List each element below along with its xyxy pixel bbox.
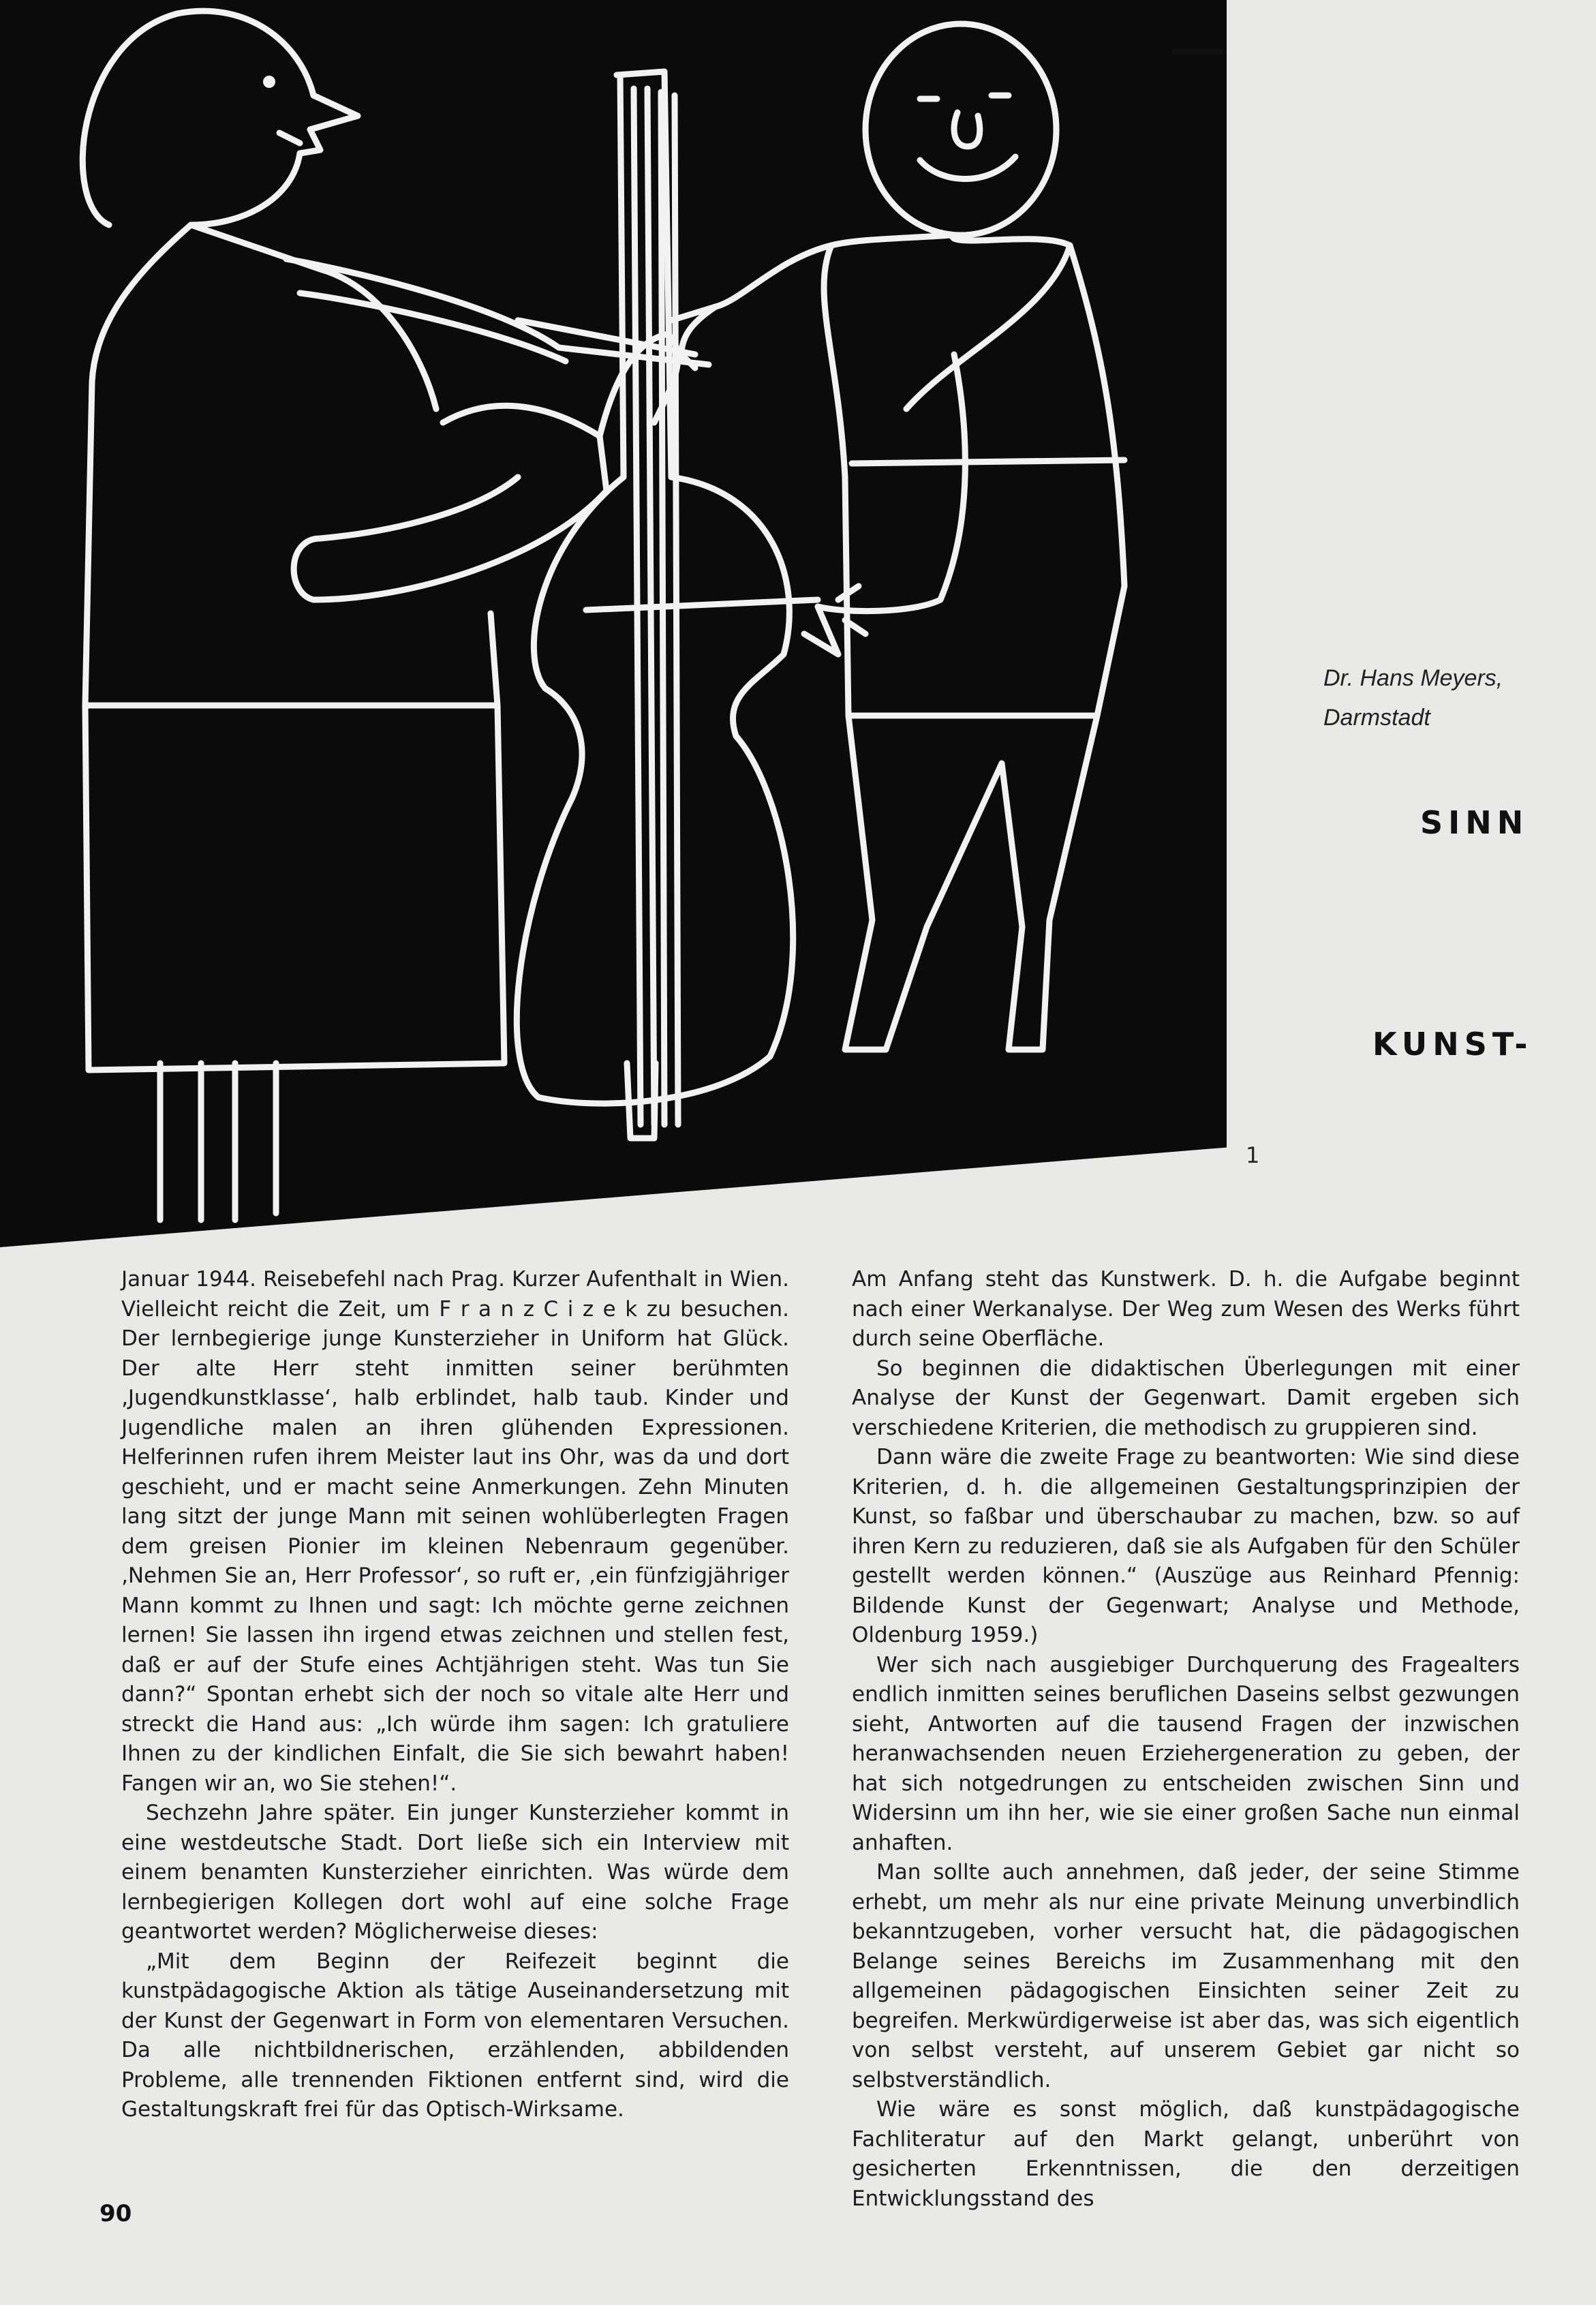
page-number: 90 (99, 2200, 132, 2227)
paragraph: So beginnen die didaktischen Überlegungen mit einer Analyse der Kunst der Gegenwart. Damit ergeben sich verschiedene Kriterien, die methodisch zu gruppieren sind. (852, 1356, 1520, 1440)
paragraph: Wer sich nach ausgiebiger Durchquerung des Fragealters endlich inmitten seines beruflichen Daseins selbst gezwungen sieht, Antworten auf die tausend Fragen der inzwischen heranwachsenden neuen Erziehergeneration zu geben, der hat sich notgedrungen zu entscheiden zwischen Sinn und Widersinn um ihn her, wie sie einer großen Sache nun einmal anhaften. (852, 1652, 1520, 1855)
figure-number: 1 (1246, 1142, 1260, 1168)
bass-player-and-violinist-linocut-icon (0, 0, 1227, 1247)
paragraph: Dann wäre die zweite Frage zu beantworten: Wie sind diese Kriterien, d. h. die allgemeinen Gestaltungsprinzipien der Kunst, so faßbar und überschaubar zu machen, bzw. so auf ihren Kern zu reduzieren, daß sie als Aufgaben für den Schüler gestellt werden können.“ (Auszüge aus Reinhard Pfennig: Bildende Kunst der Gegenwart; Analyse und Methode, Oldenburg 1959.) (852, 1445, 1520, 1647)
paragraph: Am Anfang steht das Kunstwerk. D. h. die Aufgabe beginnt nach einer Werkanalyse. Der Weg zum Wesen des Werks führt durch seine Oberfläche. (852, 1267, 1520, 1351)
linocut-illustration (0, 0, 1227, 1247)
article-title-word-1: SINN (1420, 804, 1529, 841)
text-column-right (852, 1265, 1520, 2214)
author-credit (1323, 658, 1582, 737)
paragraph: Man sollte auch annehmen, daß jeder, der seine Stimme erhebt, um mehr als nur eine private Meinung unverbindlich bekanntzugeben, vorher versucht hat, die pädagogischen Belange seines Bereichs im Zusammenhang mit den allgemeinen pädagogischen Einsichten seiner Zeit zu begreifen. Merkwürdigerweise ist aber das, was sich eigentlich von selbst versteht, auf unserem Gebiet gar nicht so selbstverständlich. (852, 1860, 1520, 2092)
text-column-left (121, 1265, 789, 2125)
paragraph: „Mit dem Beginn der Reifezeit beginnt die kunstpädagogische Aktion als tätige Auseinandersetzung mit der Kunst der Gegenwart in Form von elementaren Versuchen. Da alle nichtbildnerischen, erzählenden, abbildenden Probleme, alle trennenden Fiktionen entfernt sind, wird die Gestaltungskraft frei für das Optisch-Wirksame. (121, 1949, 789, 2122)
paragraph: Sechzehn Jahre später. Ein junger Kunsterzieher kommt in eine westdeutsche Stadt. Dort ließe sich ein Interview mit einem benamten Kunsterzieher einrichten. Was würde dem lernbegierigen Kollegen dort wohl auf eine solche Frage geantwortet werden? Möglicherweise dieses: (121, 1801, 789, 1944)
author-name: Dr. Hans Meyers, (1323, 665, 1503, 691)
paragraph: Januar 1944. Reisebefehl nach Prag. Kurzer Aufenthalt in Wien. Vielleicht reicht die Zeit, um F r a n z C i z e k zu besuchen. Der lernbegierige junge Kunsterzieher in Uniform hat Glück. Der alte Herr steht inmitten seiner berühmten ‚Jugendkunstklasse‘, halb erblindet, halb taub. Kinder und Jugendliche malen an ihren glühenden Expressionen. Helferinnen rufen ihrem Meister laut ins Ohr, was da und dort geschieht, und er macht seine Anmerkungen. Zehn Minuten lang sitzt der junge Mann mit seinen wohlüberlegten Fragen dem greisen Pionier im kleinen Nebenraum gegenüber. ‚Nehmen Sie an, Herr Professor‘, so ruft er, ‚ein fünfzigjähriger Mann kommt zu Ihnen und sagt: Ich möchte gerne zeichnen lernen! Sie lassen ihn irgend etwas zeichnen und stellen fest, daß er auf der Stufe eines Achtjährigen steht. Was tun Sie dann?“ Spontan erhebt sich der noch so vitale alte Herr und streckt die Hand aus: „Ich würde ihm sagen: Ich gratuliere Ihnen zu der kindlichen Einfalt, die Sie sich bewahrt haben! Fangen wir an, wo Sie stehen!“. (121, 1267, 789, 1796)
paragraph: Wie wäre es sonst möglich, daß kunstpädagogische Fachliteratur auf den Markt gelangt, unberührt von gesicherten Erkenntnissen, die den derzeitigen Entwicklungsstand des (852, 2097, 1520, 2211)
article-title-word-2: KUNST- (1372, 1026, 1533, 1063)
author-city: Darmstadt (1323, 705, 1430, 731)
decorative-rule (1172, 49, 1223, 55)
